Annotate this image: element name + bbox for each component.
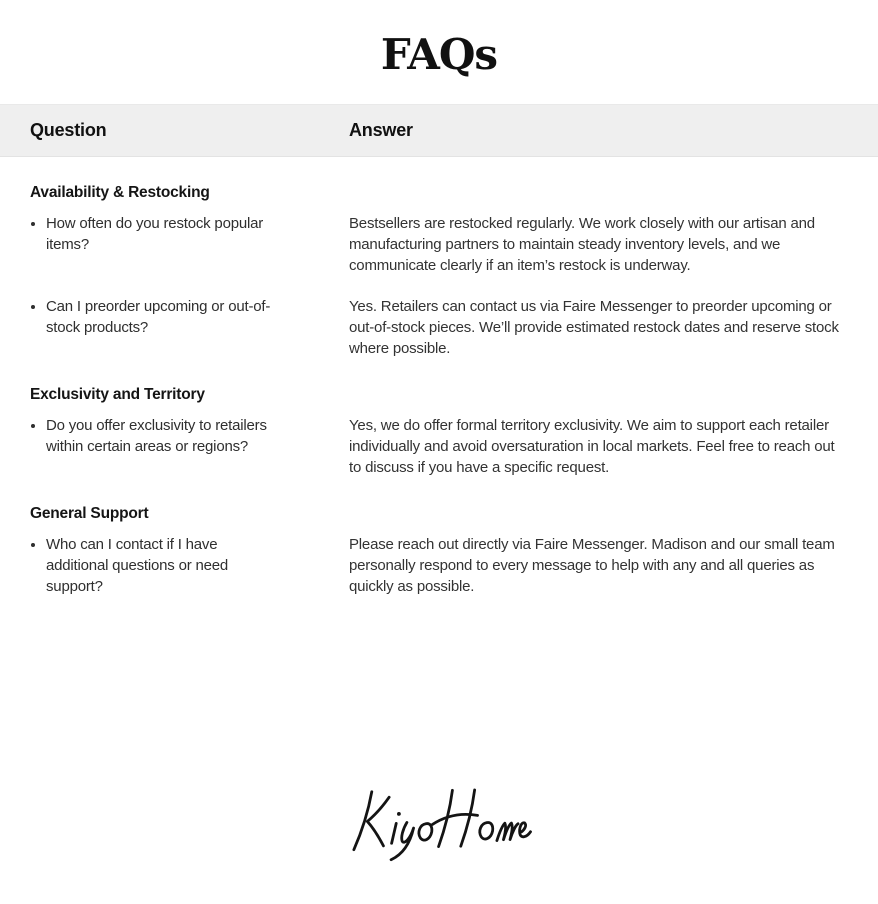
signature-stroke-H-crossbar	[432, 814, 477, 824]
signature-stroke-H-stem2	[460, 790, 476, 846]
faq-row	[30, 415, 878, 478]
answer-column-header: Answer	[349, 120, 413, 140]
question-text: • Do you offer exclusivity to retailers within certain areas or regions?	[46, 415, 282, 457]
answer-text: Yes. Retailers can contact us via Faire Messenger to preorder upcoming or out-of-stock pieces. We’ll provide estimated restock dates and reserve stock where possible.	[349, 298, 839, 357]
answer-text: Yes, we do offer formal territory exclusivity. We aim to support each retailer individually and avoid oversaturation in local markets. Feel free to reach out to discuss if you have a specific request.	[349, 417, 835, 476]
signature-stroke-i-dot	[397, 812, 401, 816]
faq-table-body	[0, 182, 878, 597]
signature-stroke-m	[497, 823, 519, 841]
faq-row	[30, 213, 878, 276]
question-bullet-list	[30, 534, 282, 597]
brand-signature-script	[342, 782, 535, 864]
signature-stroke-o1	[419, 824, 432, 841]
faq-row	[30, 534, 878, 597]
question-column-header: Question	[30, 120, 107, 140]
signature-stroke-e	[519, 823, 530, 837]
brand-signature	[0, 784, 878, 863]
question-cell	[30, 534, 349, 597]
question-bullet-list	[30, 415, 282, 457]
question-bullet-list	[30, 213, 282, 255]
section-heading-exclusivity-territory: Exclusivity and Territory	[30, 386, 205, 403]
question-cell	[30, 213, 349, 255]
question-bullet-list	[30, 296, 282, 338]
answer-text: Please reach out directly via Faire Messenger. Madison and our small team personally respond to every message to help with any and all queries as quickly as possible.	[349, 536, 835, 595]
question-cell	[30, 296, 349, 338]
page-title: FAQs	[380, 30, 498, 79]
table-header-row	[0, 104, 878, 157]
faq-row	[30, 296, 878, 359]
question-cell	[30, 415, 349, 457]
section-heading-general-support: General Support	[30, 505, 149, 522]
section-heading-availability-restocking: Availability & Restocking	[30, 184, 210, 201]
answer-text: Bestsellers are restocked regularly. We work closely with our artisan and manufacturing partners to maintain steady inventory levels, and we communicate clearly if an item’s restock is underway.	[349, 215, 815, 274]
question-text: • Can I preorder upcoming or out-of-stock products?	[46, 296, 282, 338]
question-text: • How often do you restock popular items?	[46, 213, 282, 255]
question-text: • Who can I contact if I have additional questions or need support?	[46, 534, 282, 597]
signature-stroke-o2	[480, 822, 493, 839]
signature-stroke-i	[391, 823, 396, 843]
